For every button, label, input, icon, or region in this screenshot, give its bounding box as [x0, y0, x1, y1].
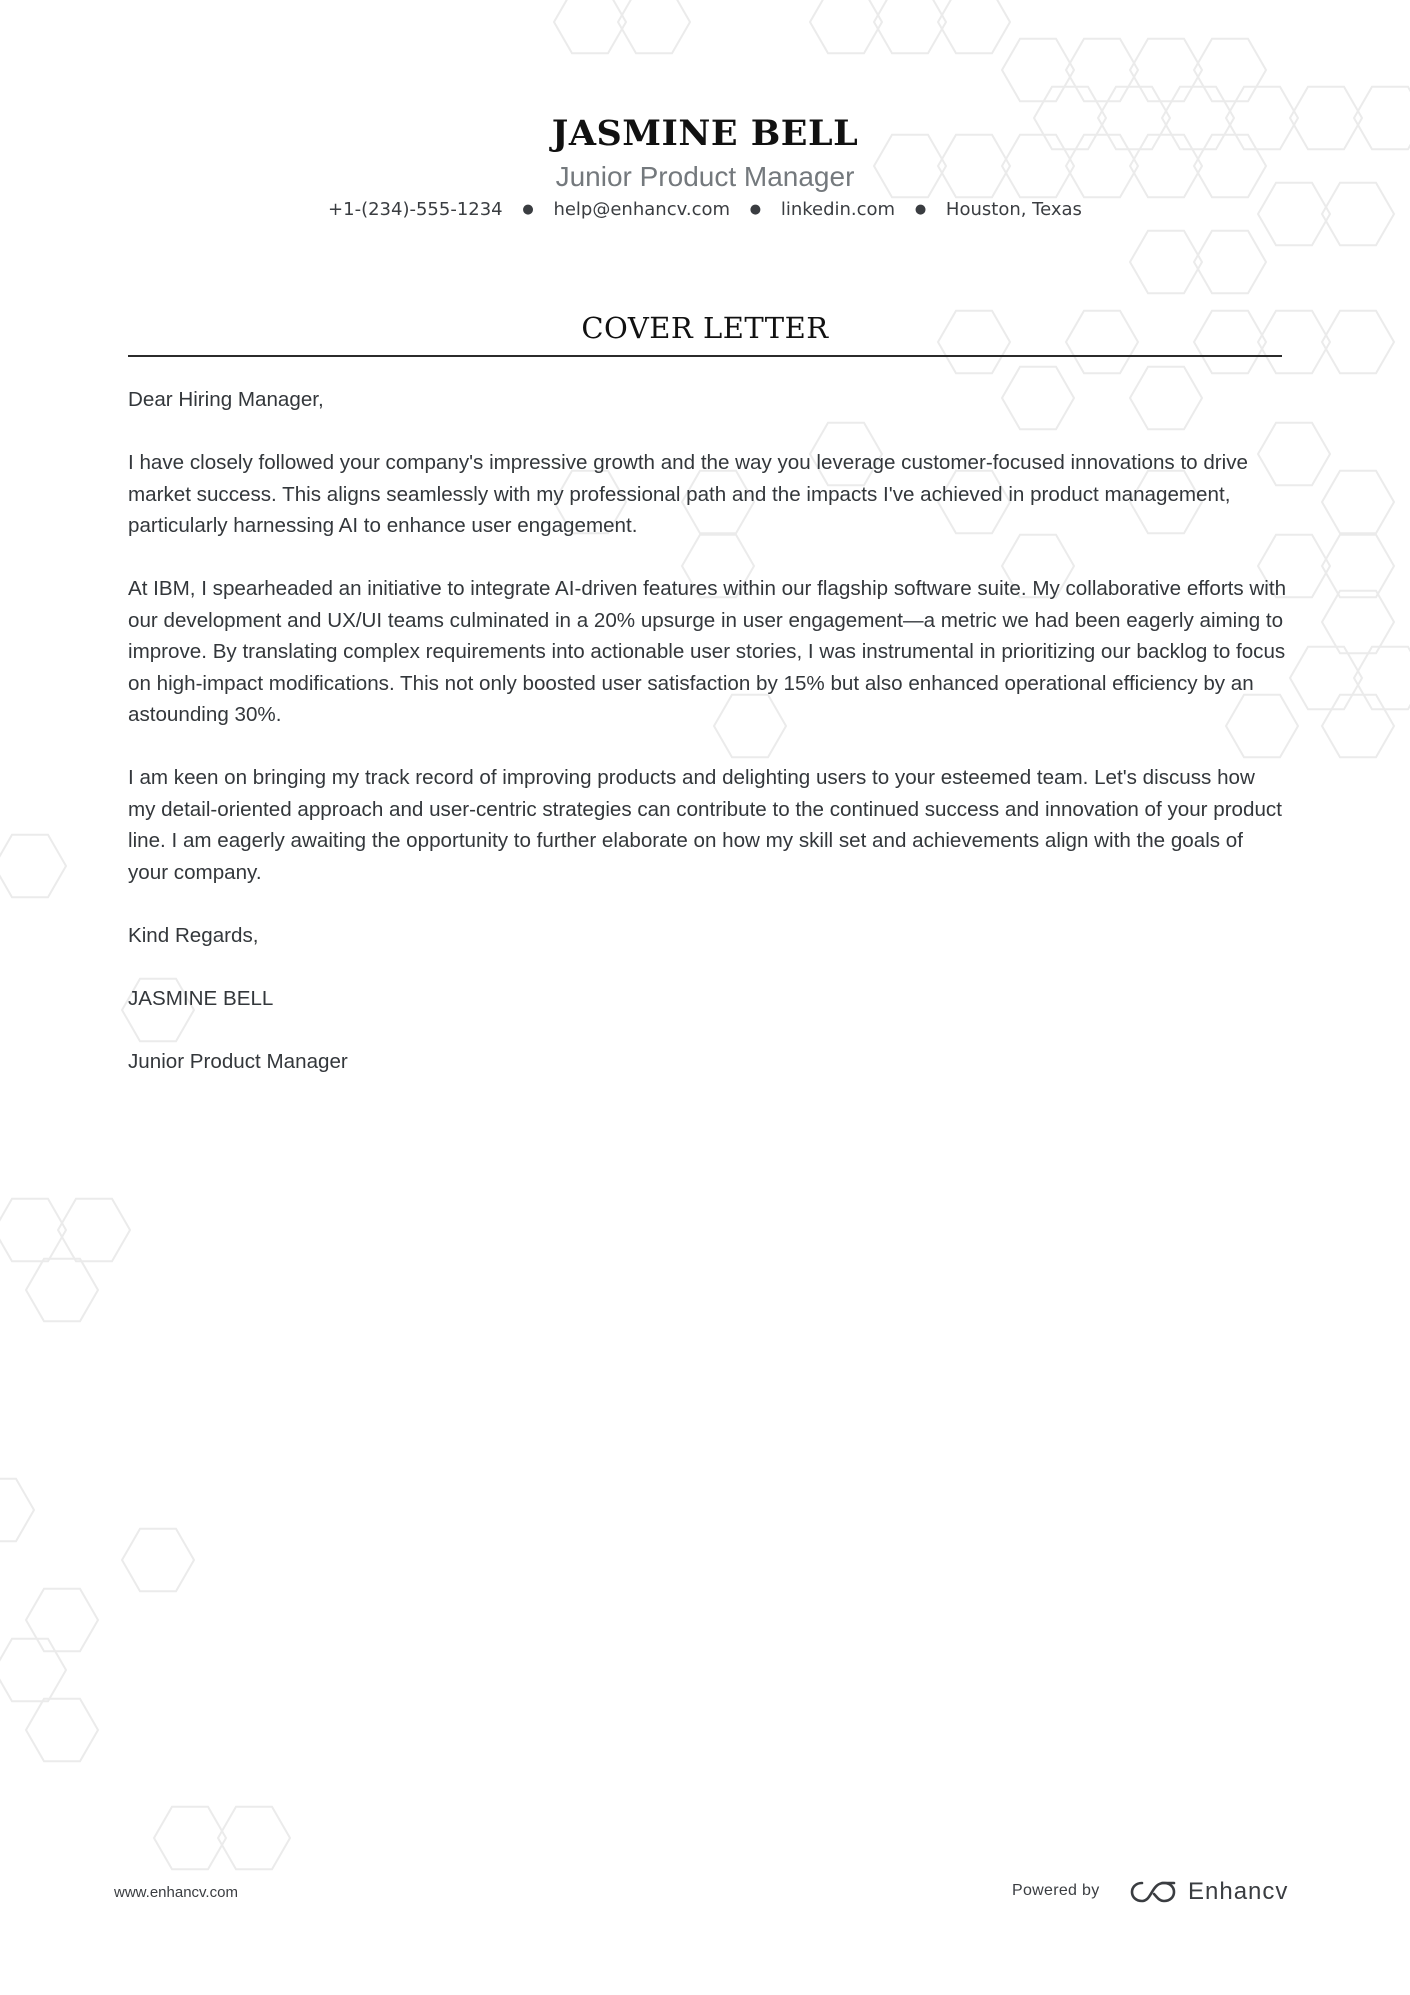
letter-body [128, 384, 1288, 1109]
bullet-separator: ● [522, 202, 534, 217]
brand-logo[interactable] [1130, 1872, 1288, 1912]
contact-line [0, 198, 1410, 224]
letter-closing: Kind Regards, [128, 923, 259, 947]
letter-paragraph-2: At IBM, I spearheaded an initiative to integrate AI-driven features within our flagship software suite. My collaborative efforts with our development and UX/UI teams culminated in a 20% upsurge in user engagement—a metric we had been eagerly aiming to improve. By translating complex requirements into actionable user stories, I was instrumental in prioritizing our backlog to focus on high-impact modifications. This not only boosted user satisfaction by 15% but also enhanced operational efficiency by an astounding 30%. [128, 577, 1287, 726]
contact-phone: +1-(234)-555-1234 [328, 199, 503, 220]
footer-website-link[interactable]: www.enhancv.com [114, 1884, 238, 1901]
section-divider [128, 355, 1282, 357]
enhancv-logo-icon [1130, 1879, 1178, 1905]
letter-greeting: Dear Hiring Manager, [128, 388, 324, 411]
brand-name: Enhancv [1188, 1878, 1289, 1905]
resume-header [0, 112, 1410, 224]
signature-name: JASMINE BELL [128, 986, 274, 1010]
letter-paragraph-1: I have closely followed your company's impressive growth and the way you leverage customer-focused innovations to drive market success. This aligns seamlessly with my professional path and the impacts I've achieved in product management, particularly harnessing AI to enhance user engagement. [128, 451, 1248, 537]
letter-paragraph-3: I am keen on bringing my track record of improving products and delighting users to your esteemed team. Let's discuss how my detail-oriented approach and user-centric strategies can contribute to the continued success and innovation of your product line. I am eagerly awaiting the opportunity to further elaborate on how my skill set and achievements align with the goals of your company. [128, 766, 1282, 884]
bullet-separator: ● [914, 202, 927, 217]
contact-location: Houston, Texas [945, 199, 1082, 220]
signature-title: Junior Product Manager [128, 1049, 348, 1073]
powered-by-label: Powered by [1012, 1882, 1100, 1899]
applicant-name: JASMINE BELL [551, 113, 859, 154]
contact-email: help@enhancv.com [553, 199, 731, 220]
bullet-separator: ● [749, 202, 762, 217]
section-title: COVER LETTER [581, 311, 829, 345]
contact-linkedin: linkedin.com [780, 199, 896, 220]
applicant-role: Junior Product Manager [555, 161, 855, 192]
